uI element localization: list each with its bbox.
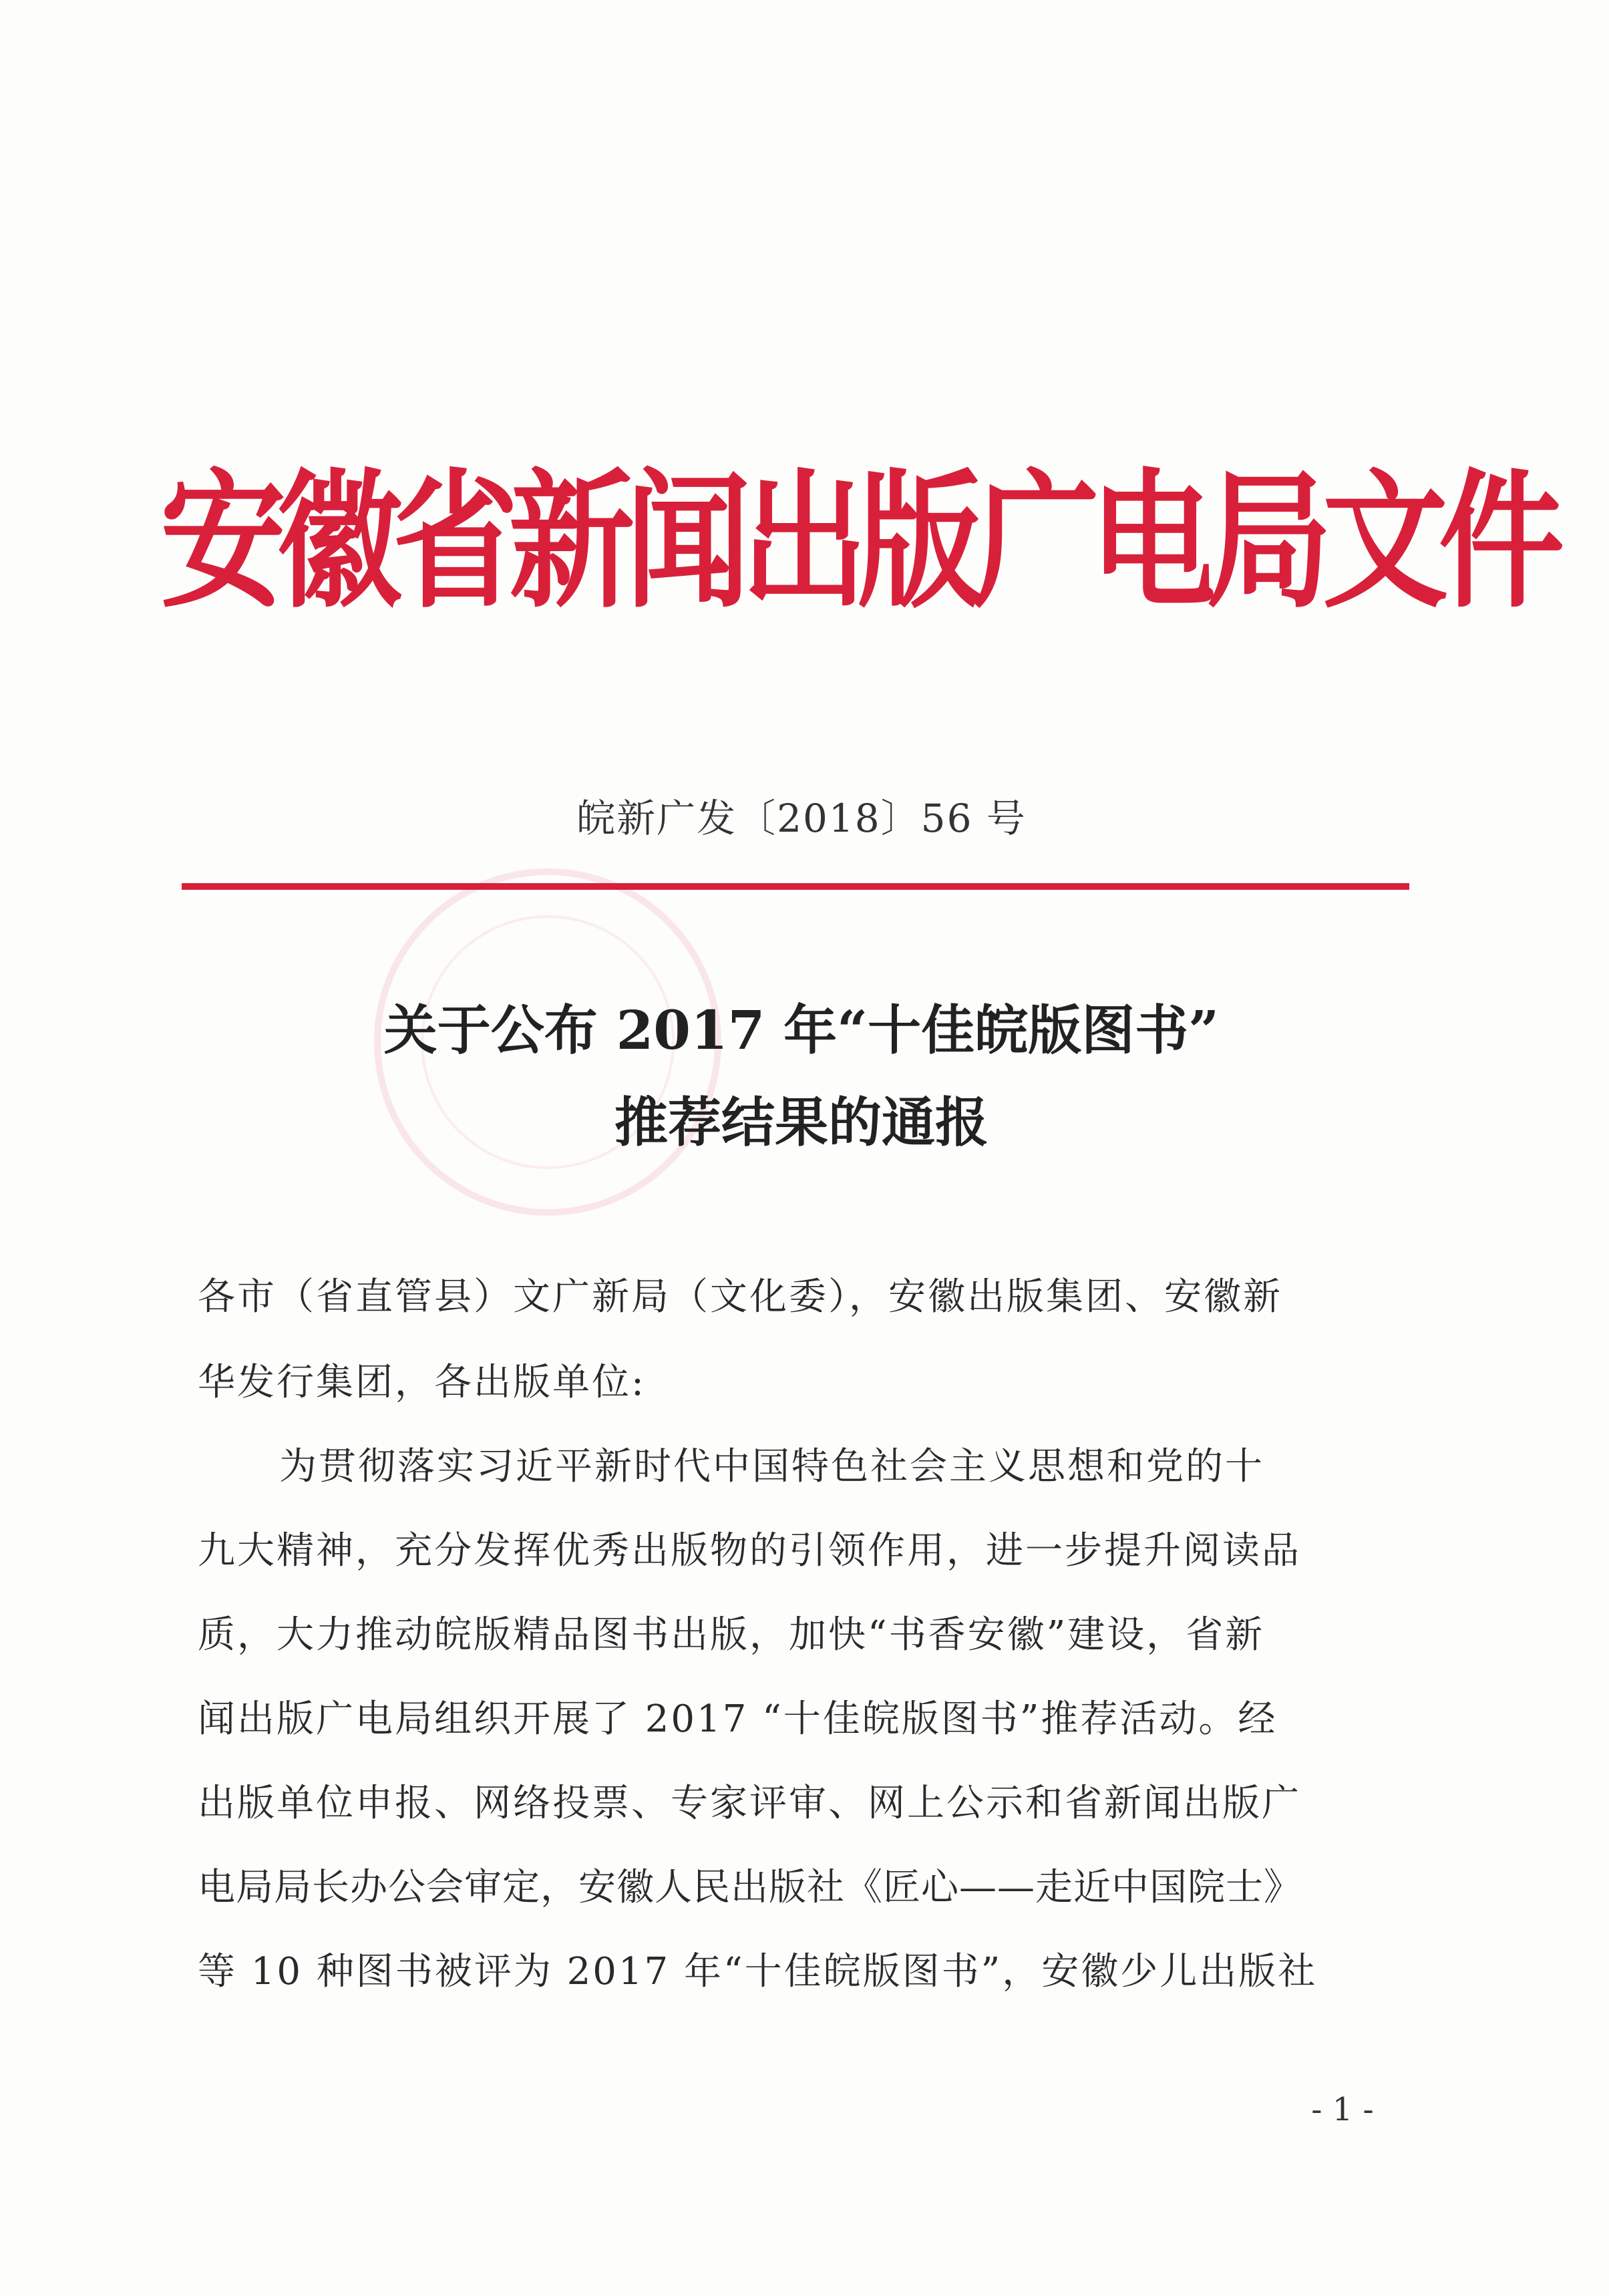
body-line: 电局局长办公会审定，安徽人民出版社《匠心——走近中国院士》 <box>198 1866 1302 1909</box>
document-number: 皖新广发〔2018〕56 号 <box>576 796 1027 841</box>
red-divider-line <box>182 883 1409 890</box>
body-line: 质，大力推动皖版精品图书出版，加快“书香安徽”建设，省新 <box>198 1613 1265 1657</box>
notice-title-line-2: 推荐结果的通报 <box>614 1091 989 1154</box>
body-line: 各市（省直管县）文广新局（文化委），安徽出版集团、安徽新 <box>198 1275 1282 1319</box>
body-line: 等 10 种图书被评为 2017 年“十佳皖版图书”，安徽少儿出版社 <box>198 1950 1318 1993</box>
body-line: 出版单位申报、网络投票、专家评审、网上公示和省新闻出版广 <box>198 1782 1301 1825</box>
body-line: 华发行集团，各出版单位: <box>198 1361 646 1404</box>
body-line: 九大精神，充分发挥优秀出版物的引领作用，进一步提升阅读品 <box>198 1529 1301 1573</box>
notice-title-line-1: 关于公布 2017 年“十佳皖版图书” <box>383 999 1220 1061</box>
body-line: 闻出版广电局组织开展了 2017 “十佳皖版图书”推荐活动。经 <box>198 1697 1278 1741</box>
body-line: 为贯彻落实习近平新时代中国特色社会主义思想和党的十 <box>279 1445 1264 1488</box>
masthead-title: 安徽省新闻出版广电局文件 <box>160 454 1555 629</box>
page-number: - 1 - <box>1311 2091 1374 2128</box>
